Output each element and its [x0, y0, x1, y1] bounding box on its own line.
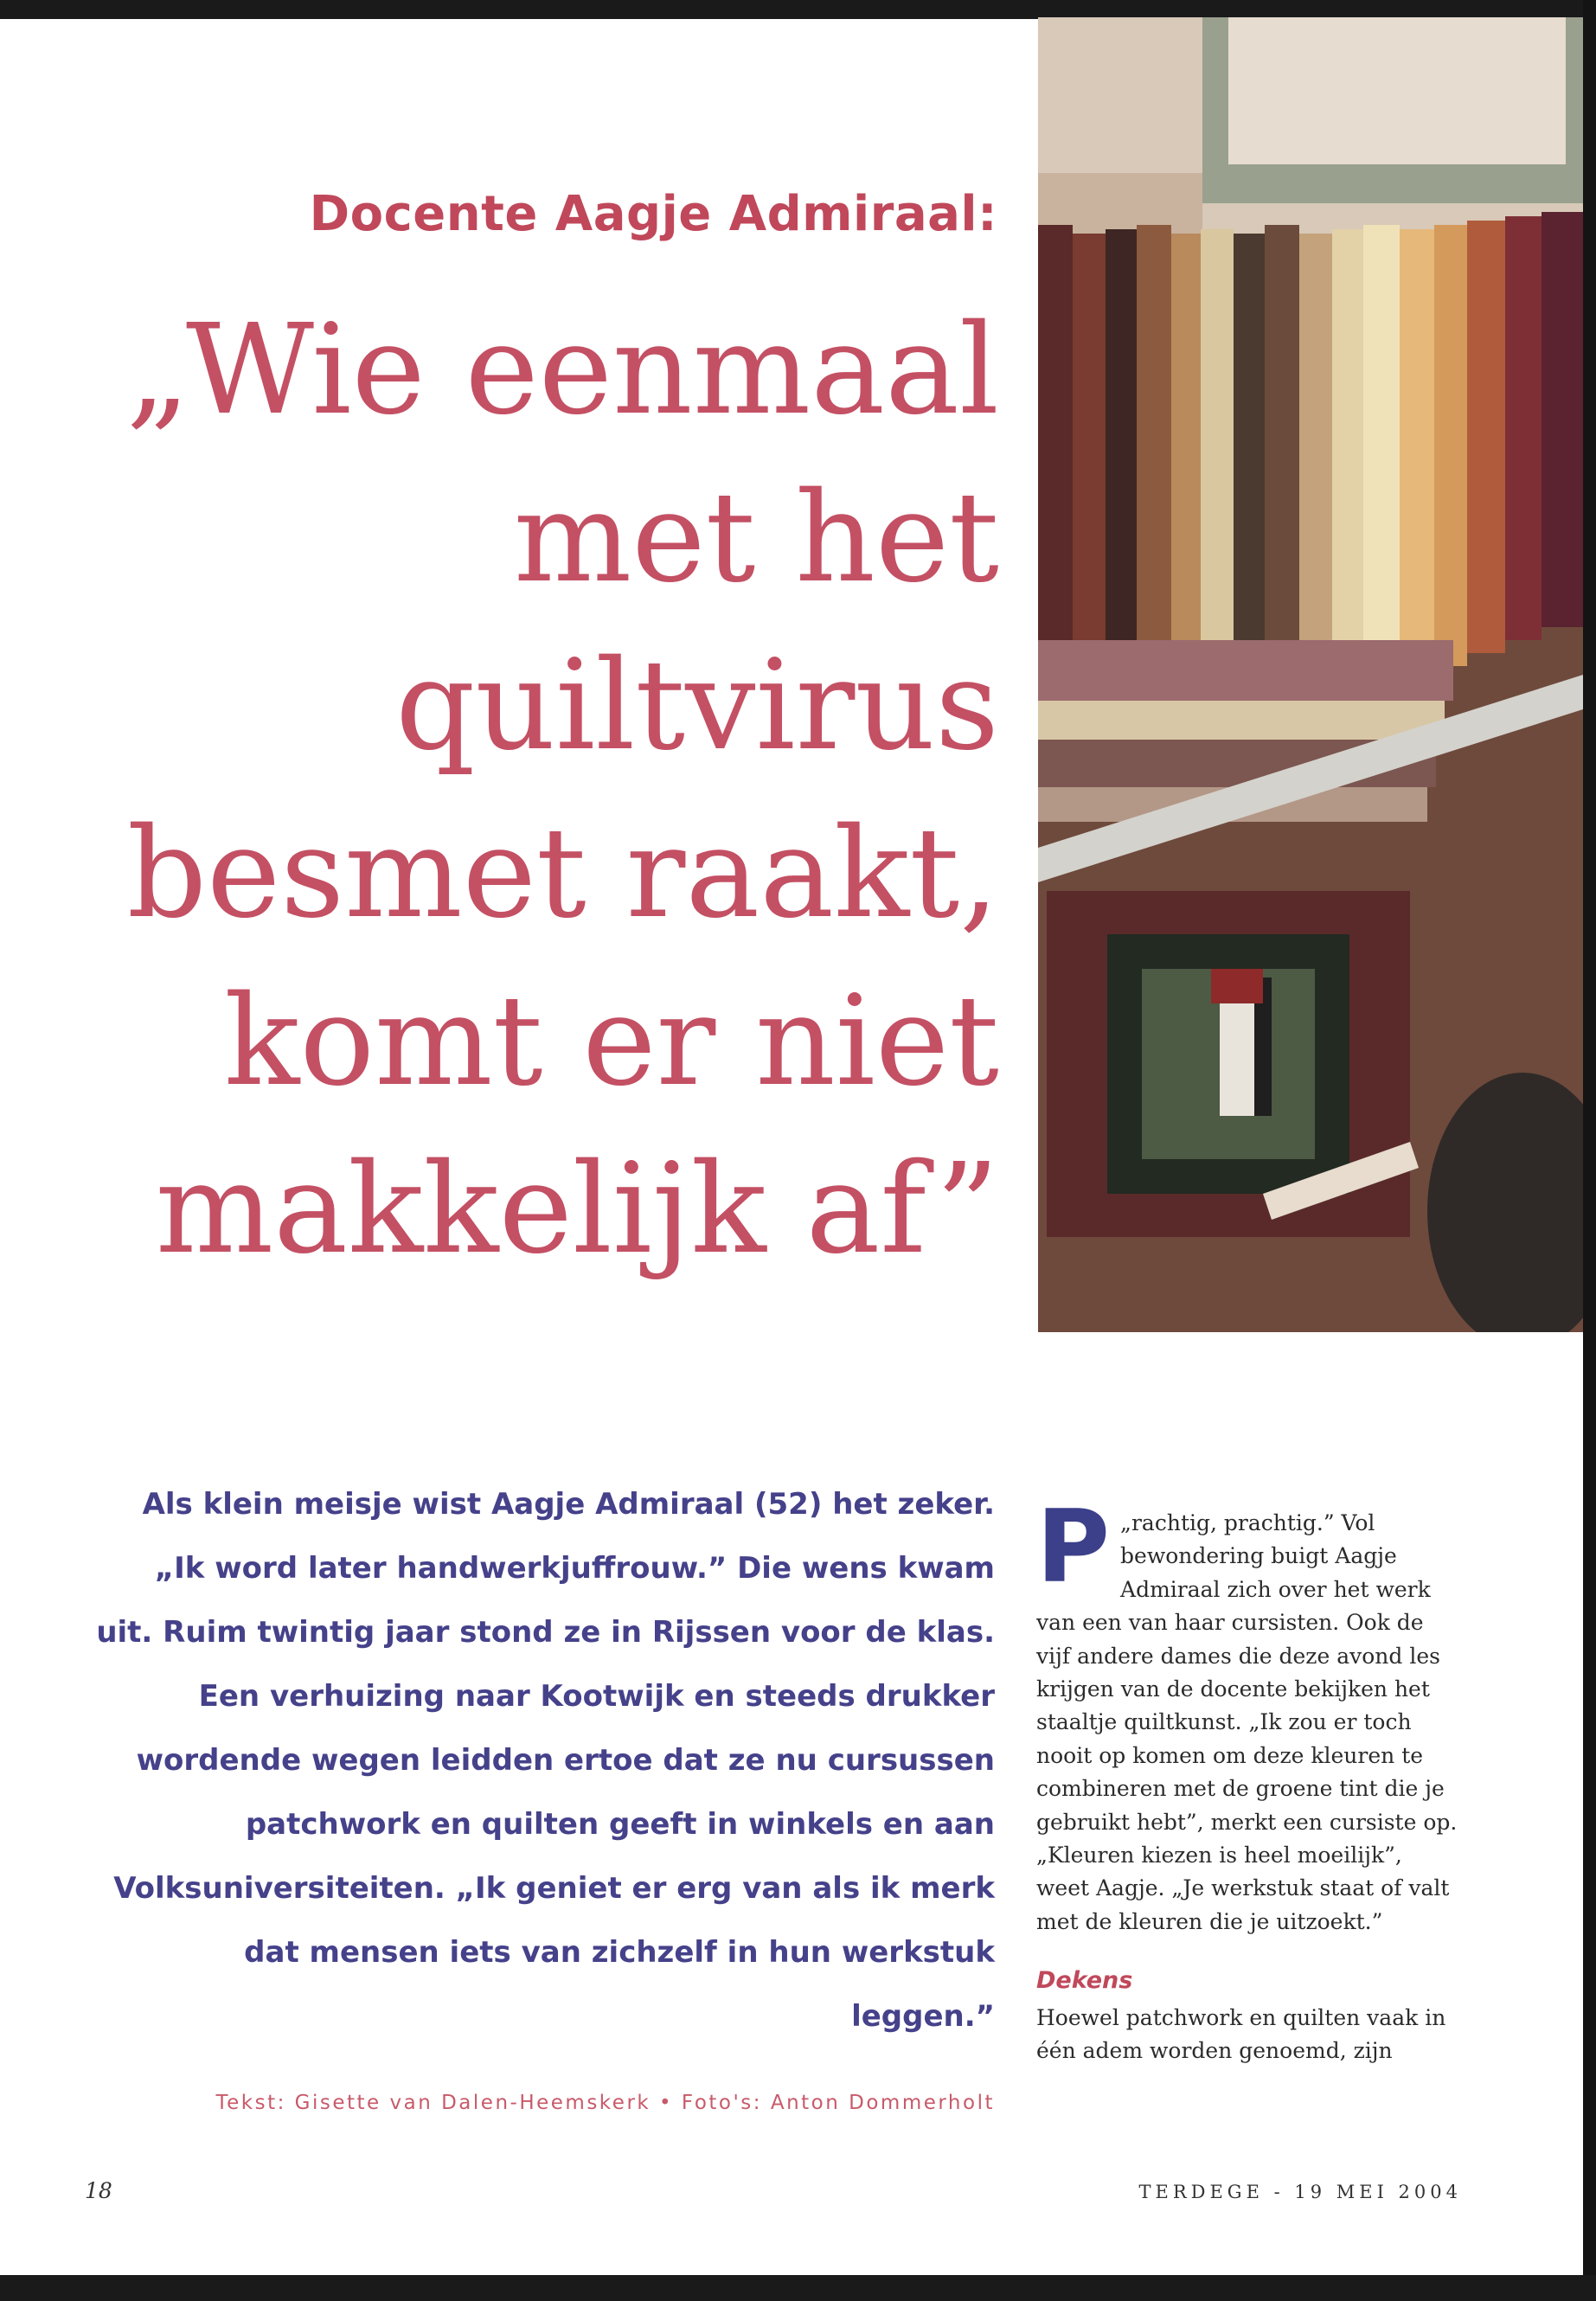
page-number: 18 — [85, 2178, 112, 2203]
article-body-column — [1036, 1489, 1458, 2068]
body-paragraph: Hoewel patchwork en quilten vaak in één adem worden genoemd, zijn — [1036, 2004, 1446, 2064]
article-credit: Tekst: Gisette van Dalen-Heemskerk • Foto's: Anton Dommerholt — [215, 2092, 995, 2114]
fabric-shop-photo — [1038, 17, 1583, 1332]
bottom-rule — [0, 2275, 1596, 2301]
headline-line: met het — [513, 465, 999, 610]
headline-line: „Wie eenmaal — [125, 297, 999, 442]
photo-illustration — [1038, 17, 1583, 1332]
article-headline — [82, 285, 999, 1292]
headline-line: quiltvirus — [395, 632, 999, 778]
magazine-footer: TERDEGE - 19 MEI 2004 — [1138, 2182, 1462, 2202]
headline-line: komt er niet — [224, 968, 999, 1113]
headline-line: besmet raakt, — [126, 800, 999, 945]
body-paragraph: „rachtig, prachtig.” Vol bewondering buigt Aagje Admiraal zich over het werk van een van haar cursisten. Ook de vijf andere dames die deze avond les krijgen van de docente bekijken het staaltje quiltkunst. „Ik zou er toch nooit op komen om deze kleuren te combineren met de groene tint die je gebruikt hebt”, merkt een cursiste op. „Kleuren kiezen is heel moeilijk”, weet Aagje. „Je werkstuk staat of valt met de kleuren die je uitzoekt.” — [1036, 1510, 1458, 1934]
article-intro: Als klein meisje wist Aagje Admiraal (52) het zeker. „Ik word later handwerkjuffrouw.” Die wens kwam uit. Ruim twintig jaar stond ze in Rijssen voor de klas. Een verhuizing naar Kootwijk en steeds drukker wordende wegen leidden ertoe dat ze nu cursussen patchwork en quilten geeft in winkels en aan Volksuniversiteiten. „Ik geniet er erg van als ik merk dat mensen iets van zichzelf in hun werkstuk leggen.” — [96, 1487, 995, 2034]
headline-line: makkelijk af” — [155, 1136, 999, 1281]
article-kicker: Docente Aagje Admiraal: — [309, 186, 997, 242]
top-rule — [0, 0, 1596, 19]
section-subhead: Dekens — [1036, 1967, 1133, 1995]
drop-cap: P — [1036, 1489, 1111, 1606]
right-edge-rule — [1583, 0, 1596, 2301]
